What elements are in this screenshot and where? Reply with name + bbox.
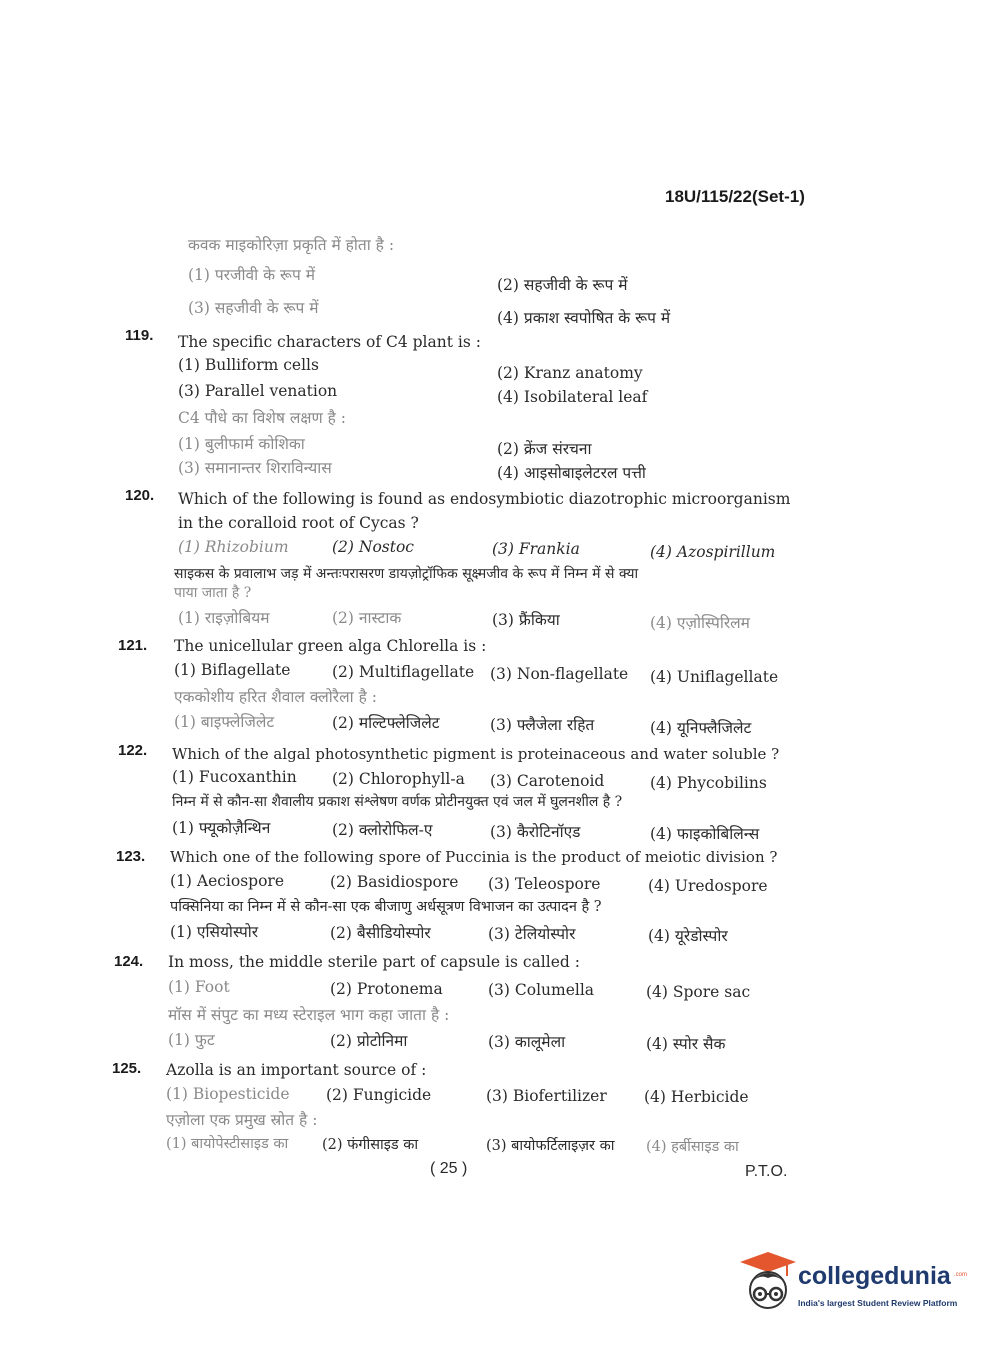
question-stem-en-cont: in the coralloid root of Cycas ?: [178, 514, 419, 532]
option-en: (4) Uredospore: [648, 877, 768, 895]
question-stem-en: Azolla is an important source of :: [166, 1061, 427, 1079]
q118-opt3-hi: (3) सहजीवी के रूप में: [188, 299, 319, 317]
option-en: (4) Isobilateral leaf: [497, 388, 648, 406]
option-en: (2) Chlorophyll-a: [332, 770, 465, 788]
brand-name: collegedunia: [798, 1262, 951, 1290]
question-stem-en: In moss, the middle sterile part of capsule is called :: [168, 953, 580, 971]
question-number: 124.: [114, 953, 144, 970]
option-en: (1) Biopesticide: [166, 1085, 290, 1103]
q118-stem-hi: कवक माइकोरिज़ा प्रकृति में होता है :: [188, 236, 395, 254]
option-en: (1) Foot: [168, 978, 230, 996]
collegedunia-logo: [740, 1250, 972, 1330]
option-en: (3) Columella: [488, 981, 595, 999]
option-hi: (2) बैसीडियोस्पोर: [330, 924, 431, 942]
option-en: (1) Rhizobium: [178, 538, 289, 556]
option-hi: (1) एसियोस्पोर: [170, 923, 259, 941]
option-en: (4) Uniflagellate: [650, 668, 779, 686]
option-hi: (3) कैरोटिनॉएड: [490, 823, 581, 841]
option-hi: (4) स्पोर सैक: [646, 1035, 726, 1053]
question-stem-en: The unicellular green alga Chlorella is :: [174, 637, 487, 655]
question-stem-hi-cont: पाया जाता है ?: [174, 585, 252, 601]
q118-opt4-hi: (4) प्रकाश स्वपोषित के रूप में: [497, 309, 671, 327]
q118-opt1-hi: (1) परजीवी के रूप में: [188, 266, 315, 284]
question-stem-hi: मॉस में संपुट का मध्य स्टेराइल भाग कहा जाता है :: [168, 1006, 450, 1024]
option-hi: (3) फ्रैंकिया: [492, 611, 560, 629]
option-hi: (3) समानान्तर शिराविन्यास: [178, 459, 332, 477]
question-stem-hi: एककोशीय हरित शैवाल क्लोरैला है :: [174, 688, 377, 706]
option-en: (4) Azospirillum: [650, 543, 776, 561]
option-hi: (4) यूरेडोस्पोर: [648, 927, 728, 945]
option-en: (1) Aeciospore: [170, 872, 285, 890]
question-stem-en: Which one of the following spore of Puccinia is the product of meiotic division ?: [170, 848, 778, 866]
option-hi: (1) फुट: [168, 1031, 215, 1049]
option-hi: (2) क्लोरोफिल-ए: [332, 821, 433, 839]
option-en: (2) Nostoc: [332, 538, 414, 556]
option-en: (3) Non-flagellate: [490, 665, 629, 683]
question-stem-hi: निम्न में से कौन-सा शैवालीय प्रकाश संश्लेषण वर्णक प्रोटीनयुक्त एवं जल में घुलनशील है ?: [172, 794, 623, 810]
option-hi: (1) फ्यूकोज़ैन्थिन: [172, 819, 271, 837]
option-en: (1) Fucoxanthin: [172, 768, 297, 786]
question-number: 123.: [116, 848, 146, 865]
question-stem-hi: एज़ोला एक प्रमुख स्रोत है :: [166, 1111, 318, 1129]
mascot-icon: [740, 1250, 796, 1320]
page-number: ( 25 ): [430, 1160, 468, 1177]
question-stem-hi: साइकस के प्रवालाभ जड़ में अन्तःपरासरण डायज़ोट्रॉफिक सूक्ष्मजीव के रूप में निम्न में से क्या: [174, 566, 639, 582]
option-en: (3) Parallel venation: [178, 382, 338, 400]
option-en: (4) Phycobilins: [650, 774, 767, 792]
question-number: 120.: [125, 487, 155, 504]
option-hi: (3) फ्लैजेला रहित: [490, 716, 595, 734]
option-hi: (4) फाइकोबिलिन्स: [650, 825, 760, 843]
option-hi: (2) मल्टिफ्लेजिलेट: [332, 714, 440, 732]
question-stem-en: Which of the algal photosynthetic pigment is proteinaceous and water soluble ?: [172, 745, 780, 763]
question-number: 122.: [118, 742, 148, 759]
option-en: (1) Biflagellate: [174, 661, 291, 679]
option-en: (4) Herbicide: [644, 1088, 749, 1106]
option-en: (3) Teleospore: [488, 875, 601, 893]
paper-code: 18U/115/22(Set-1): [665, 187, 805, 206]
option-hi: (1) बाइफ्लेजिलेट: [174, 713, 275, 731]
option-en: (2) Fungicide: [326, 1086, 432, 1104]
option-hi: (2) प्रोटोनिमा: [330, 1032, 408, 1050]
option-en: (2) Protonema: [330, 980, 443, 998]
pto-label: P.T.O.: [745, 1163, 788, 1180]
option-hi: (2) फंगीसाइड का: [322, 1137, 419, 1153]
question-number: 119.: [125, 327, 154, 344]
question-stem-hi: C4 पौधे का विशेष लक्षण है :: [178, 409, 346, 427]
option-hi: (3) कालूमेला: [488, 1033, 566, 1051]
question-number: 121.: [118, 637, 148, 654]
option-en: (4) Spore sac: [646, 983, 751, 1001]
option-en: (1) Bulliform cells: [178, 356, 319, 374]
brand-tagline: India's largest Student Review Platform: [798, 1298, 958, 1308]
option-hi: (4) हर्बीसाइड का: [646, 1139, 739, 1155]
option-en: (3) Biofertilizer: [486, 1087, 607, 1105]
question-stem-hi: पक्सिनिया का निम्न में से कौन-सा एक बीजाणु अर्धसूत्रण विभाजन का उत्पादन है ?: [170, 899, 602, 915]
option-en: (2) Multiflagellate: [332, 663, 475, 681]
option-hi: (1) बायोपेस्टीसाइड का: [166, 1136, 289, 1152]
option-hi: (1) राइज़ोबियम: [178, 609, 270, 627]
option-en: (3) Carotenoid: [490, 772, 605, 790]
option-hi: (4) यूनिफ्लैजिलेट: [650, 719, 752, 737]
option-hi: (3) बायोफर्टिलाइज़र का: [486, 1138, 615, 1154]
option-en: (2) Kranz anatomy: [497, 364, 643, 382]
q118-opt2-hi: (2) सहजीवी के रूप में: [497, 276, 628, 294]
option-en: (2) Basidiospore: [330, 873, 459, 891]
option-hi: (4) आइसोबाइलेटरल पत्ती: [497, 464, 646, 482]
option-hi: (1) बुलीफार्म कोशिका: [178, 435, 305, 453]
option-en: (3) Frankia: [492, 540, 580, 558]
option-hi: (2) नास्टाक: [332, 609, 402, 627]
question-stem-en: The specific characters of C4 plant is :: [178, 333, 481, 351]
option-hi: (3) टेलियोस्पोर: [488, 925, 576, 943]
question-number: 125.: [112, 1060, 142, 1077]
brand-domain: .com: [954, 1272, 968, 1278]
option-hi: (2) क्रेंज संरचना: [497, 440, 592, 458]
question-stem-en: Which of the following is found as endosymbiotic diazotrophic microorganism: [178, 490, 791, 508]
option-hi: (4) एज़ोस्पिरिलम: [650, 614, 750, 632]
